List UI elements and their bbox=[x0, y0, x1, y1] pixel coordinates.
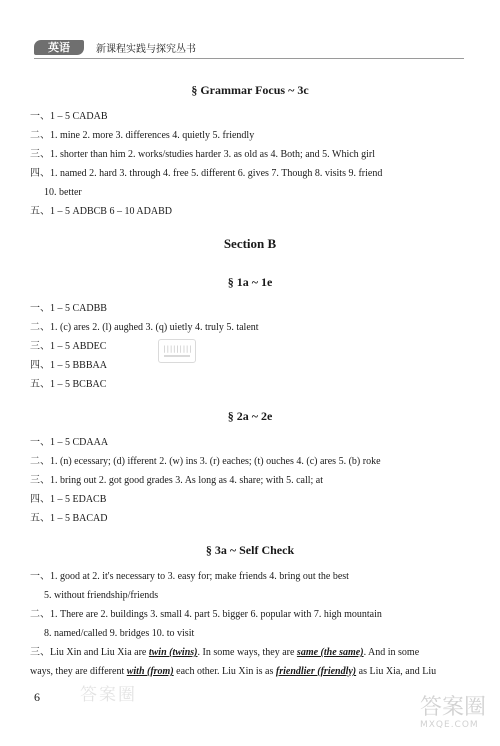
section-b-heading: Section B bbox=[223, 236, 277, 251]
header-rule bbox=[34, 58, 464, 59]
passage-text: . In some ways, they are bbox=[197, 647, 297, 658]
correction-answer: with (from) bbox=[126, 666, 174, 677]
watermark-logo bbox=[420, 696, 494, 742]
passage-line bbox=[30, 647, 419, 659]
answer-line: 一、1. good at 2. it's necessary to 3. easy for; make friends 4. bring out the best bbox=[30, 571, 349, 582]
barcode-stamp-watermark: ||||||||| bbox=[158, 339, 196, 363]
answer-line: 二、1. (c) ares 2. (l) aughed 3. (q) uietly 4. truly 5. talent bbox=[30, 322, 259, 333]
correction-answer: friendlier (friendly) bbox=[275, 666, 357, 677]
watermark-logo-url: MXQE.COM bbox=[420, 720, 479, 730]
correction-answer: twin (twins) bbox=[148, 647, 198, 658]
section-title-grammar-focus: § Grammar Focus ~ 3c bbox=[191, 83, 309, 97]
answer-line: 一、1 – 5 CDAAA bbox=[30, 437, 109, 448]
passage-text: ways, they are different bbox=[30, 666, 127, 677]
answer-line: 四、1 – 5 BBBAA bbox=[30, 360, 107, 371]
section-title-2a-2e: § 2a ~ 2e bbox=[227, 409, 273, 423]
watermark-logo-text: 答案圈 bbox=[420, 695, 487, 720]
watermark-text: 答案圈 bbox=[80, 685, 137, 705]
answer-line: 五、1 – 5 ADBCB 6 – 10 ADABD bbox=[30, 206, 172, 217]
answer-line: 5. without friendship/friends bbox=[44, 590, 159, 601]
answer-line: 一、1 – 5 CADAB bbox=[30, 111, 108, 122]
answer-line: 五、1 – 5 BCBAC bbox=[30, 379, 107, 390]
answer-line: 四、1 – 5 EDACB bbox=[30, 494, 107, 505]
answer-line: 四、1. named 2. hard 3. through 4. free 5. different 6. gives 7. Though 8. visits 9. friend bbox=[30, 168, 383, 179]
answer-line: 10. better bbox=[44, 187, 82, 198]
answer-line: 二、1. mine 2. more 3. differences 4. quietly 5. friendly bbox=[30, 130, 255, 141]
passage-line bbox=[30, 666, 436, 678]
page-header bbox=[34, 39, 196, 55]
answer-line: 五、1 – 5 BACAD bbox=[30, 513, 108, 524]
subject-badge: 英语 bbox=[34, 40, 84, 55]
answer-line: 二、1. There are 2. buildings 3. small 4. part 5. bigger 6. popular with 7. high mountain bbox=[30, 609, 382, 620]
section-title-1a-1e: § 1a ~ 1e bbox=[227, 275, 273, 289]
section-title-3a-self-check: § 3a ~ Self Check bbox=[205, 543, 295, 557]
correction-answer: same (the same) bbox=[296, 647, 364, 658]
page-number: 6 bbox=[34, 690, 40, 704]
answer-line: 8. named/called 9. bridges 10. to visit bbox=[44, 628, 195, 639]
passage-text: 三、Liu Xin and Liu Xia are bbox=[30, 647, 149, 658]
series-title: 新课程实践与探究丛书 bbox=[96, 43, 196, 55]
passage-text: each other. Liu Xin is as bbox=[173, 666, 276, 677]
answer-line: 三、1. shorter than him 2. works/studies harder 3. as old as 4. Both; and 5. Which girl bbox=[30, 149, 376, 160]
answer-line: 三、1. bring out 2. got good grades 3. As long as 4. share; with 5. call; at bbox=[30, 475, 324, 486]
answer-line: 二、1. (n) ecessary; (d) ifferent 2. (w) ins 3. (r) eaches; (t) ouches 4. (c) ares 5. (b) roke bbox=[30, 456, 381, 467]
answer-line: 一、1 – 5 CADBB bbox=[30, 303, 107, 314]
passage-text: as Liu Xia, and Liu bbox=[356, 666, 437, 677]
answer-line: 三、1 – 5 ABDEC bbox=[30, 341, 107, 352]
passage-text: . And in some bbox=[363, 647, 420, 658]
